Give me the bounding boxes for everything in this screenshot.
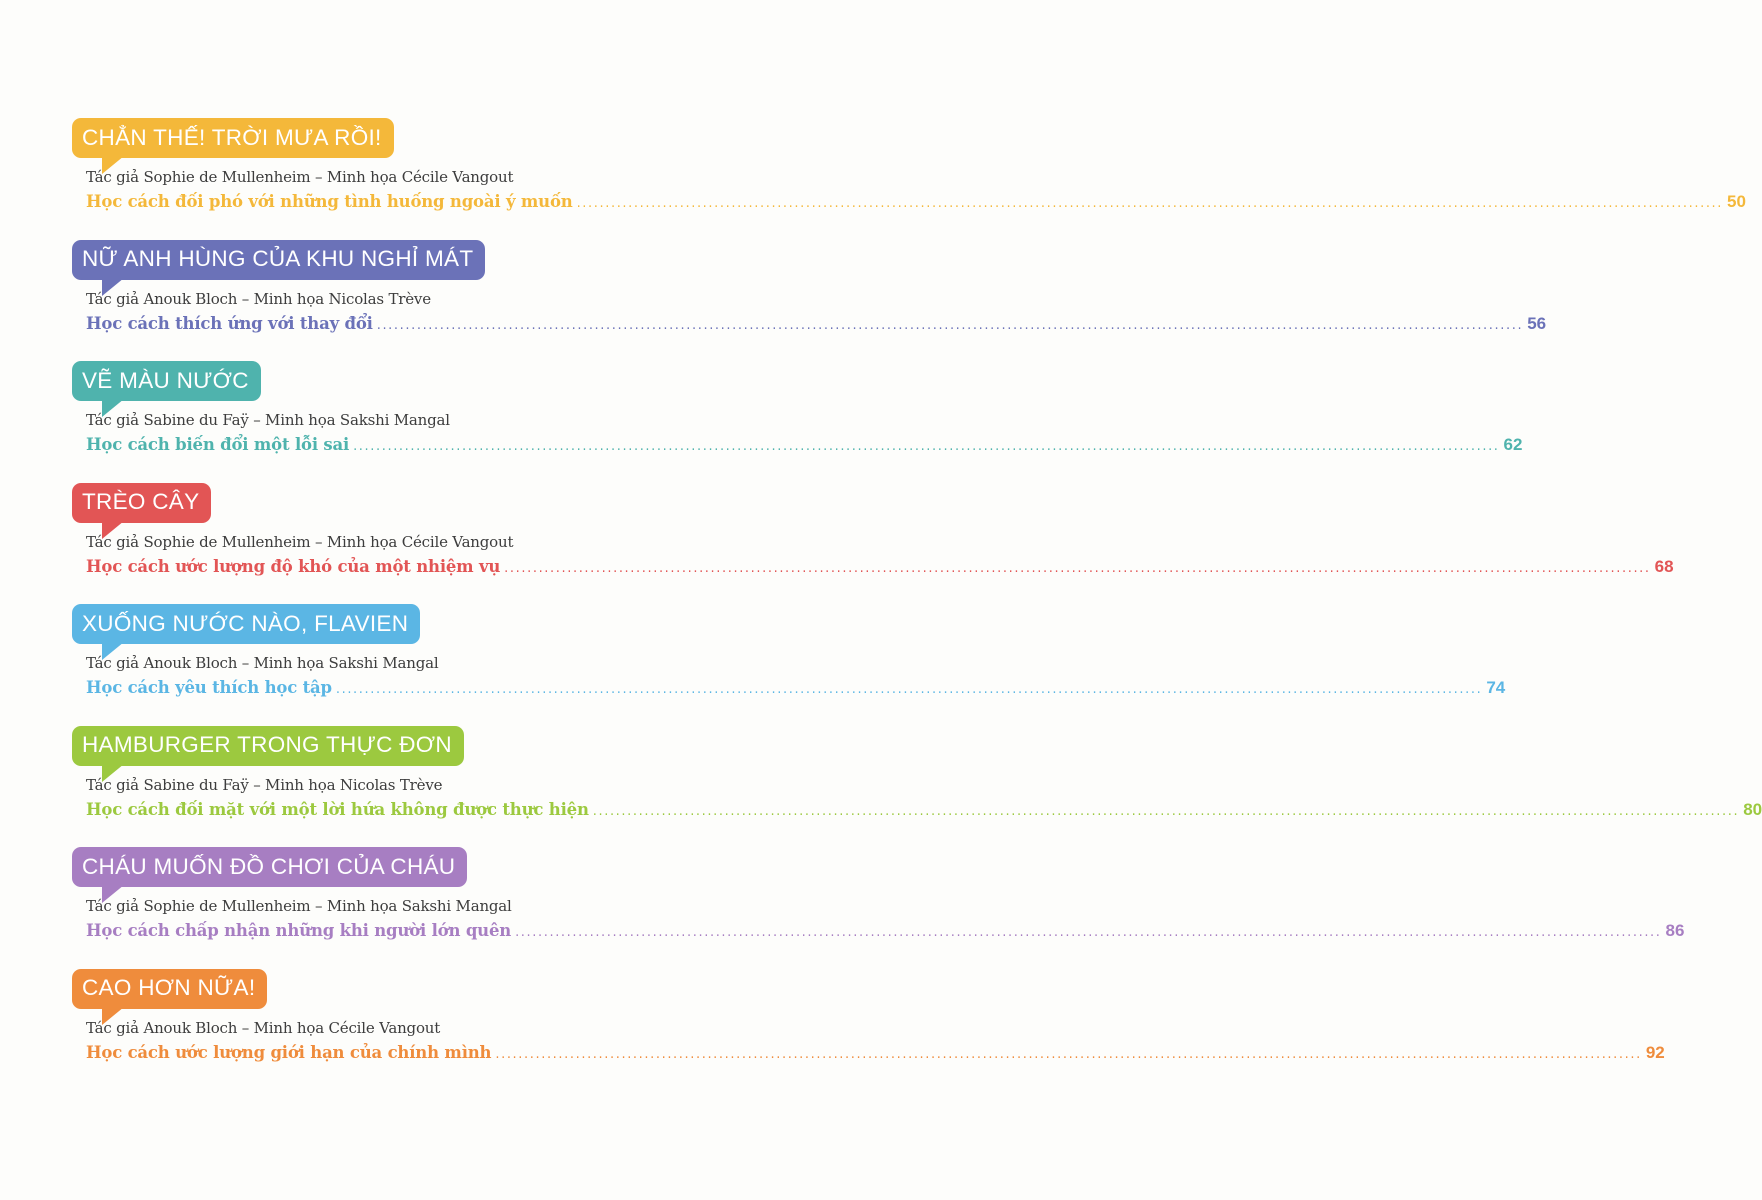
lesson-title: Học cách biến đổi một lỗi sai: [86, 435, 350, 454]
lesson-title: Học cách chấp nhận những khi người lớn quên: [86, 921, 512, 940]
page-number: 80: [1743, 799, 1762, 819]
dot-leader: ........................................................................................................................................................................................................: [335, 682, 1483, 697]
lesson-line: [86, 1042, 1665, 1063]
story-title-bubble: [72, 604, 420, 644]
story-title-bubble: [72, 361, 261, 401]
story-title: NỮ ANH HÙNG CỦA KHU NGHỈ MÁT: [82, 246, 474, 272]
lesson-title: Học cách đối phó với những tình huống ngoài ý muốn: [86, 192, 573, 211]
story-credit: Tác giả Anouk Bloch – Minh họa Sakshi Mangal: [86, 654, 439, 672]
story-credit: Tác giả Anouk Bloch – Minh họa Cécile Vangout: [86, 1018, 441, 1037]
dot-leader: ........................................................................................................................................................................................................: [576, 196, 1724, 211]
lesson-title: Học cách ước lượng giới hạn của chính mình: [86, 1042, 492, 1062]
story-credit: Tác giả Sabine du Faÿ – Minh họa Nicolas Trève: [86, 775, 443, 794]
story-title: XUỐNG NƯỚC NÀO, FLAVIEN: [82, 610, 409, 636]
toc-entry: [72, 604, 1506, 724]
story-title: HAMBURGER TRONG THỰC ĐƠN: [82, 732, 452, 758]
lesson-title: Học cách thích ứng với thay đổi: [86, 313, 373, 333]
story-title: CHÁU MUỐN ĐỒ CHƠI CỦA CHÁU: [82, 853, 456, 879]
toc-entry: [72, 847, 1685, 967]
story-title-bubble: [72, 118, 394, 158]
lesson-title: Học cách yêu thích học tập: [86, 678, 332, 697]
page-number: 86: [1665, 921, 1685, 940]
toc-entry: [72, 240, 1547, 360]
toc-entry: [72, 361, 1523, 481]
lesson-line: [86, 313, 1547, 334]
story-title-bubble: [72, 847, 467, 887]
story-credit: Tác giả Sabine du Faÿ – Minh họa Sakshi Mangal: [86, 411, 450, 429]
dot-leader: ........................................................................................................................................................................................................: [515, 925, 1662, 940]
lesson-line: [86, 556, 1674, 577]
story-title: CAO HƠN NỮA!: [82, 975, 256, 1001]
dot-leader: ........................................................................................................................................................................................................: [353, 439, 1500, 454]
page-number: 50: [1727, 192, 1746, 211]
dot-leader: ........................................................................................................................................................................................................: [376, 317, 1524, 333]
lesson-line: [86, 799, 1762, 820]
story-credit: Tác giả Sophie de Mullenheim – Minh họa Sakshi Mangal: [86, 897, 512, 915]
lesson-line: [86, 921, 1685, 941]
page-number: 62: [1503, 435, 1523, 454]
lesson-line: [86, 678, 1506, 698]
story-title: CHẲN THẾ! TRỜI MƯA RỒI!: [82, 124, 382, 150]
story-title-bubble: [72, 483, 211, 523]
story-credit: Tác giả Anouk Bloch – Minh họa Nicolas Trève: [86, 289, 431, 308]
toc-entry: [72, 726, 1762, 846]
toc-entry: [72, 483, 1674, 603]
page-number: 74: [1486, 678, 1506, 697]
page-number: 56: [1527, 313, 1547, 333]
lesson-line: [86, 192, 1746, 212]
story-credit: Tác giả Sophie de Mullenheim – Minh họa Cécile Vangout: [86, 168, 514, 186]
lesson-title: Học cách đối mặt với một lời hứa không được thực hiện: [86, 799, 589, 819]
dot-leader: ........................................................................................................................................................................................................: [592, 803, 1740, 819]
lesson-title: Học cách ước lượng độ khó của một nhiệm vụ: [86, 556, 501, 576]
story-credit: Tác giả Sophie de Mullenheim – Minh họa Cécile Vangout: [86, 532, 514, 551]
story-title-bubble: [72, 240, 485, 280]
page-number: 68: [1654, 556, 1674, 576]
story-title: TRÈO CÂY: [82, 489, 200, 515]
story-title-bubble: [72, 726, 464, 766]
toc-entry: [72, 969, 1665, 1089]
story-title-bubble: [72, 969, 267, 1009]
toc-entry: [72, 118, 1746, 238]
dot-leader: ........................................................................................................................................................................................................: [495, 1046, 1642, 1062]
page-number: 92: [1645, 1042, 1665, 1062]
dot-leader: ........................................................................................................................................................................................................: [504, 560, 1651, 576]
lesson-line: [86, 435, 1523, 455]
story-title: VẼ MÀU NƯỚC: [82, 367, 249, 393]
